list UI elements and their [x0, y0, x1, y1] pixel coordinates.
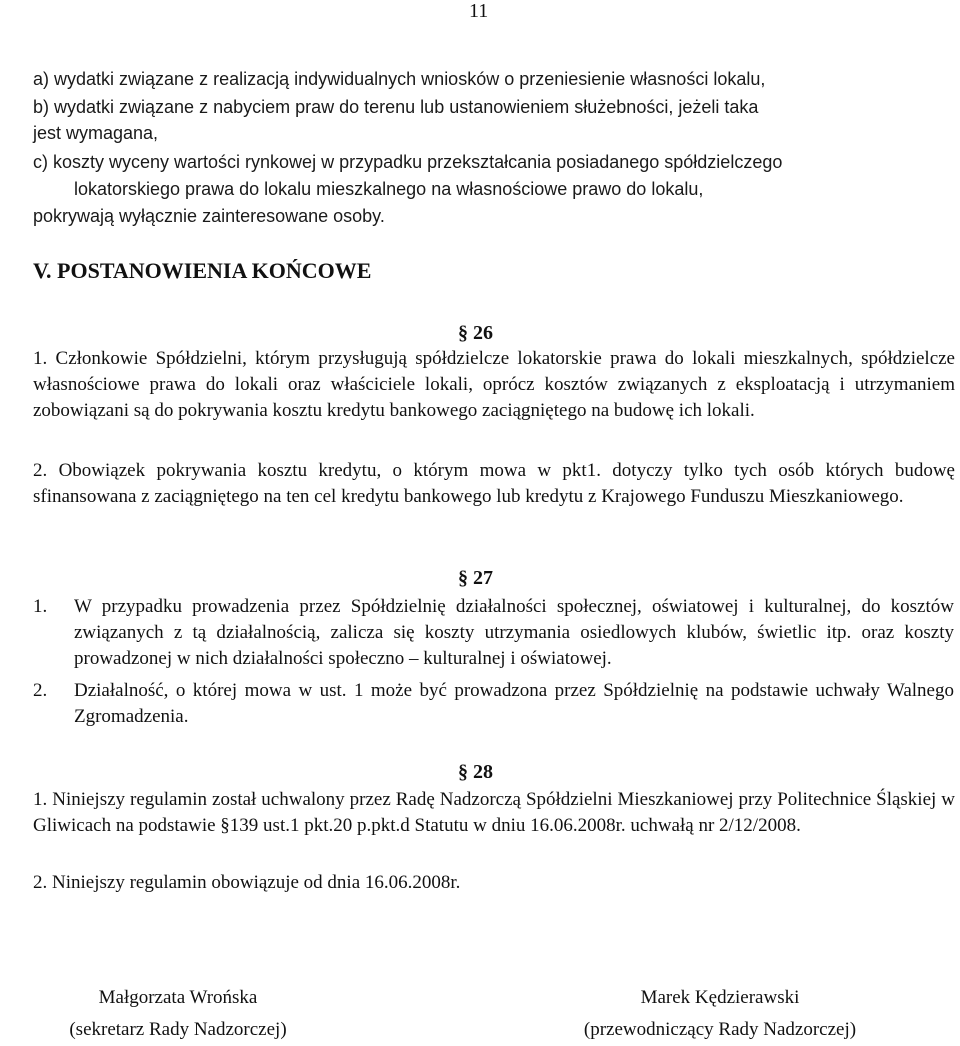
paragraph-27-number-2: 2.: [33, 680, 48, 701]
paragraph-27-item-2: Działalność, o której mowa w ust. 1 może być prowadzona przez Spółdzielnię na podstawie uchwały Walnego Zgromadzenia.: [74, 680, 954, 727]
list-item-c: c) koszty wyceny wartości rynkowej w przypadku przekształcania posiadanego spółdzielczego: [33, 152, 783, 172]
section-mark-27: § 27: [458, 567, 493, 589]
section-mark-26: § 26: [458, 322, 493, 344]
paragraph-26-item-2: 2. Obowiązek pokrywania kosztu kredytu, o którym mowa w pkt1. dotyczy tylko tych osób których budowę sfinansowana z zaciągniętego na ten cel kredytu bankowego lub kredytu z Krajowego Funduszu Mieszkaniowego.: [33, 460, 955, 507]
signature-secretary-role: (sekretarz Rady Nadzorczej): [69, 1019, 287, 1040]
list-item-b: b) wydatki związane z nabyciem praw do terenu lub ustanowieniem służebności, jeżeli taka: [33, 97, 759, 117]
list-item-a: a) wydatki związane z realizacją indywidualnych wniosków o przeniesienie własności lokalu,: [33, 69, 766, 89]
paragraph-28-item-2: 2. Niniejszy regulamin obowiązuje od dnia 16.06.2008r.: [33, 872, 461, 893]
signature-secretary: [33, 982, 323, 1046]
signature-chairman-name: Marek Kędzierawski: [640, 987, 800, 1008]
section-heading: V. POSTANOWIENIA KOŃCOWE: [33, 258, 372, 283]
list-item-c-cont: lokatorskiego prawa do lokalu mieszkalnego na własnościowe prawo do lokalu,: [74, 179, 704, 199]
signature-chairman: [540, 982, 900, 1046]
page-number: 11: [469, 0, 489, 22]
list-item-c-cont: pokrywają wyłącznie zainteresowane osoby.: [33, 206, 385, 226]
paragraph-27-number-1: 1.: [33, 596, 48, 617]
list-item-b-cont: jest wymagana,: [33, 123, 159, 143]
paragraph-27-item-1: W przypadku prowadzenia przez Spółdzielnię działalności społecznej, oświatowej i kulturalnej, do kosztów związanych z tą działalnością, zalicza się koszty utrzymania osiedlowych klubów, świetlic itp. oraz koszty prowadzonej w nich działalności społeczno – kulturalnej i oświatowej.: [74, 596, 954, 669]
paragraph-26-item-1: 1. Członkowie Spółdzielni, którym przysługują spółdzielcze lokatorskie prawa do lokali mieszkalnych, spółdzielcze własnościowe prawa do lokali oraz właściciele lokali, oprócz kosztów związanych z eksploatacją i utrzymaniem zobowiązani są do pokrywania kosztu kredytu bankowego zaciągniętego na budowę ich lokali.: [33, 348, 955, 421]
signature-chairman-role: (przewodniczący Rady Nadzorczej): [583, 1019, 857, 1040]
paragraph-28-item-1: 1. Niniejszy regulamin został uchwalony przez Radę Nadzorczą Spółdzielni Mieszkaniowej przy Politechnice Śląskiej w Gliwicach na podstawie §139 ust.1 pkt.20 p.pkt.d Statutu w dniu 16.06.2008r. uchwałą nr 2/12/2008.: [33, 789, 955, 836]
signature-secretary-name: Małgorzata Wrońska: [98, 987, 258, 1008]
section-mark-28: § 28: [458, 761, 493, 783]
